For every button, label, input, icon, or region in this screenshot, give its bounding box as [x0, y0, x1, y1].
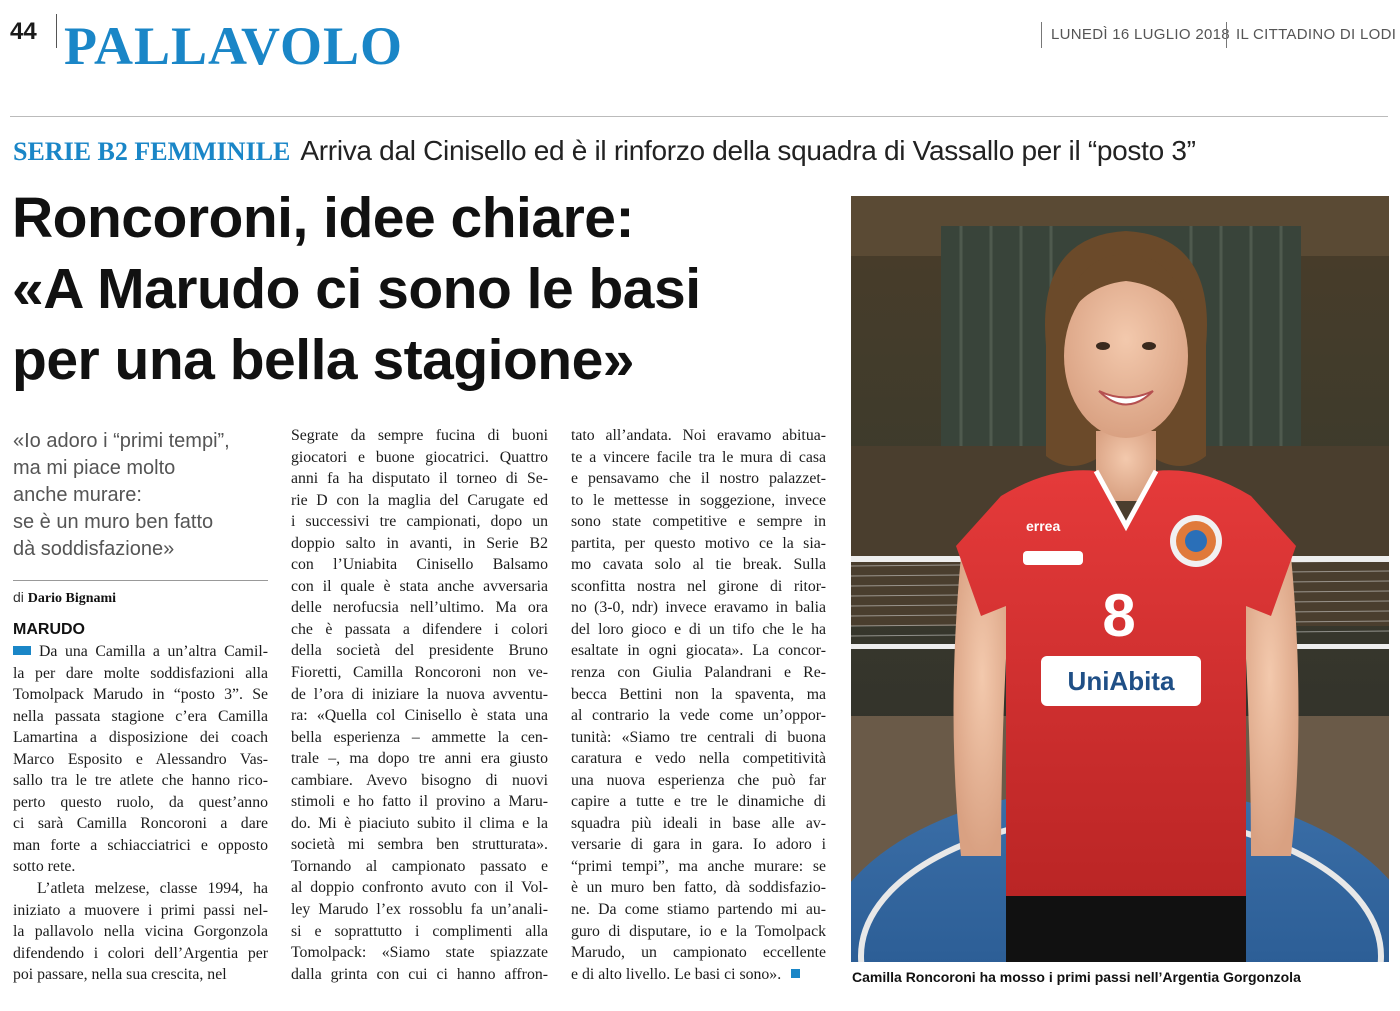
article-line: giocatori e buone giocatrici. Quattro	[291, 448, 548, 466]
article-line: esaltate in ogni giocata». La concor-	[571, 642, 826, 660]
article-line: della società del presidente Bruno	[291, 642, 548, 660]
article-line: con l’Uniabita Cinisello Balsamo	[291, 556, 548, 574]
article-line: stimoli e ho fatto il provino a Maru-	[291, 793, 548, 811]
article-line: de l’ora di iniziare la nuova avventu-	[291, 685, 548, 703]
article-line: Tornando al campionato passato e	[291, 857, 548, 875]
article-line	[571, 964, 826, 986]
headline-line: per una bella stagione»	[12, 328, 635, 392]
article-line: poi passare, nella sua crescita, nel	[13, 966, 227, 984]
article-line: Tomolpack: «Siamo state spiazzate	[291, 944, 548, 962]
article-line: al doppio confronto avuto con il Vol-	[291, 879, 548, 897]
kicker-text: Arriva dal Cinisello ed è il rinforzo della squadra di Vassallo per il “posto 3”	[300, 135, 1196, 166]
article-line: capire a tutte e tre le dinamiche di	[571, 793, 826, 811]
article-line: perto questo ruolo, da quest’anno	[13, 793, 268, 811]
article-line: tato all’andata. Noi eravamo abitua-	[571, 427, 826, 444]
pull-quote-line: anche murare:	[13, 484, 142, 506]
byline-rule	[13, 580, 268, 581]
article-line: Fioretti, Camilla Roncoroni non ve-	[291, 664, 548, 682]
article-line: Marudo, un campionato eccellente	[571, 944, 826, 962]
pull-quote-line: «Io adoro i “primi tempi”,	[13, 430, 230, 452]
headline-line: Roncoroni, idee chiare:	[12, 186, 634, 250]
page-number: 44	[10, 18, 37, 45]
article-line: iniziato a muovere i primi passi nel-	[13, 901, 268, 919]
article-line: e pensavamo che il nostro palazzet-	[571, 470, 826, 488]
article-column-2	[291, 425, 548, 985]
article-line: Marco Esposito e Alessandro Vas-	[13, 750, 268, 768]
pull-quote-line: ma mi piace molto	[13, 457, 176, 479]
kicker-tag: SERIE B2 FEMMINILE	[13, 137, 291, 166]
pull-quote-line: se è un muro ben fatto	[13, 511, 214, 533]
article-line: ne. Da come stiamo partendo mi au-	[571, 901, 826, 919]
header-divider	[56, 14, 57, 48]
article-line: una nuova esperienza che può far	[571, 771, 826, 789]
headline	[12, 183, 842, 396]
article-line-text: e di alto livello. Le basi ci sono».	[571, 965, 782, 983]
article-column-1	[13, 641, 268, 986]
article-line: partita, per questo motivo ce la sia-	[571, 534, 826, 552]
author-name: Dario Bignami	[27, 591, 117, 606]
article-line: squadra più ideali in base alle av-	[571, 814, 826, 832]
article-line: dalla grinta con cui ci hanno affron-	[291, 965, 548, 983]
article-line: no (3-0, ndr) invece eravamo in balia	[571, 599, 826, 617]
article-line: to le mettesse in soggezione, invece	[571, 491, 826, 509]
article-line-text: Da una Camilla a un’altra Camil-	[39, 643, 268, 660]
article-line: mo cavata solo al tie break. Sulla	[571, 556, 826, 574]
article-line: con il quale è stata anche avversaria	[291, 577, 548, 595]
article-line: sallo tra le tre atlete che hanno rico-	[13, 772, 268, 790]
dateline: MARUDO	[13, 621, 85, 638]
header-rule	[10, 116, 1388, 117]
article-line: “primi tempi”, ma anche murare: se	[571, 857, 826, 875]
pull-quote-line: dà soddisfazione»	[13, 538, 175, 560]
article-line: si e soprattutto i complimenti alla	[291, 922, 548, 940]
photo-caption: Camilla Roncoroni ha mosso i primi passi nell’Argentia Gorgonzola	[852, 969, 1301, 985]
article-line	[13, 641, 268, 663]
article-line: delle nerofucsia nell’ultimo. Ma ora	[291, 599, 548, 617]
article-line: che è passata a difendere i colori	[291, 620, 548, 638]
article-column-3	[571, 425, 826, 985]
kicker	[13, 135, 1196, 175]
article-line: sconfitta nostra nel girone di ritor-	[571, 577, 826, 595]
paragraph-start-marker	[13, 646, 31, 655]
article-line: cambiare. Avevo bisogno di nuovi	[291, 771, 548, 789]
byline-prefix: di	[13, 589, 24, 605]
article-line: i successivi tre campionati, dopo un	[291, 513, 548, 531]
article-line: becca Bettini non la spaventa, ma	[571, 685, 826, 703]
article-line: trale –, ma dopo tre anni era giusto	[291, 750, 548, 768]
article-line: tunità: «Siamo tre centrali di buona	[571, 728, 826, 746]
byline	[13, 589, 116, 607]
article-photo	[851, 196, 1389, 962]
jersey-number: 8	[1102, 582, 1136, 649]
article-line: difendendo i colori dell’Argentia per	[13, 944, 268, 962]
player-photo-illustration	[851, 196, 1389, 962]
article-line: è un muro ben fatto, dà soddisfazio-	[571, 879, 826, 897]
section-title: PALLAVOLO	[64, 16, 403, 76]
newspaper-name: IL CITTADINO DI LODI	[1226, 22, 1396, 48]
article-line: L’atleta melzese, classe 1994, ha	[37, 880, 268, 898]
article-line: guro di disputare, io e la Tomolpack	[571, 922, 826, 940]
article-line: man forte a schiacciatrici e opposto	[13, 836, 268, 854]
article-end-marker	[791, 969, 800, 978]
article-line: Segrate da sempre fucina di buoni	[291, 427, 548, 444]
article-line: ci sarà Camilla Roncoroni a dare	[13, 815, 268, 833]
article-line: sono state competitive e sempre in	[571, 513, 826, 531]
article-line: società mi sembra ben strutturata».	[291, 836, 548, 854]
article-line: ley Marudo l’ex rossoblu fa un’anali-	[291, 901, 548, 919]
article-line: la pallavolo nella vicina Gorgonzola	[13, 923, 268, 941]
article-line: doppio salto in avanti, in Serie B2	[291, 534, 548, 552]
article-line: caratura e vedo nella competitività	[571, 750, 826, 768]
sponsor-logo: UniAbita	[1067, 666, 1175, 696]
article-line: te a vincere facile tra le mura di casa	[571, 448, 826, 466]
article-line: versarie di gara in gara. Io adoro i	[571, 836, 826, 854]
article-line: del loro gioco e di un tifo che le ha	[571, 620, 826, 638]
pull-quote	[13, 428, 275, 563]
article-line: nella passata stagione c’era Camilla	[13, 707, 268, 725]
article-line: do. Mi è piaciuto subito il clima e la	[291, 814, 548, 832]
article-line: Lamartina a disposizione dei coach	[13, 729, 268, 747]
brand-mark: errea	[1026, 518, 1061, 534]
issue-date: LUNEDÌ 16 LUGLIO 2018	[1041, 22, 1230, 48]
article-line: ra: «Quella col Cinisello è stata una	[291, 707, 548, 725]
article-line: bella esperienza – ammette la cen-	[291, 728, 548, 746]
article-line: sotto rete.	[13, 858, 76, 876]
article-line: anni fa ha disputato il torneo di Se-	[291, 470, 548, 488]
article-line: renza con Giulia Palandrani e Re-	[571, 664, 826, 682]
article-line: al contrario la vede come un’oppor-	[571, 707, 826, 725]
headline-line: «A Marudo ci sono le basi	[12, 257, 701, 321]
article-line: Tomolpack Marudo in “posto 3”. Se	[13, 686, 268, 704]
article-line: la per dare molte soddisfazioni alla	[13, 664, 268, 682]
article-line: rie D con la maglia del Carugate ed	[291, 491, 548, 509]
